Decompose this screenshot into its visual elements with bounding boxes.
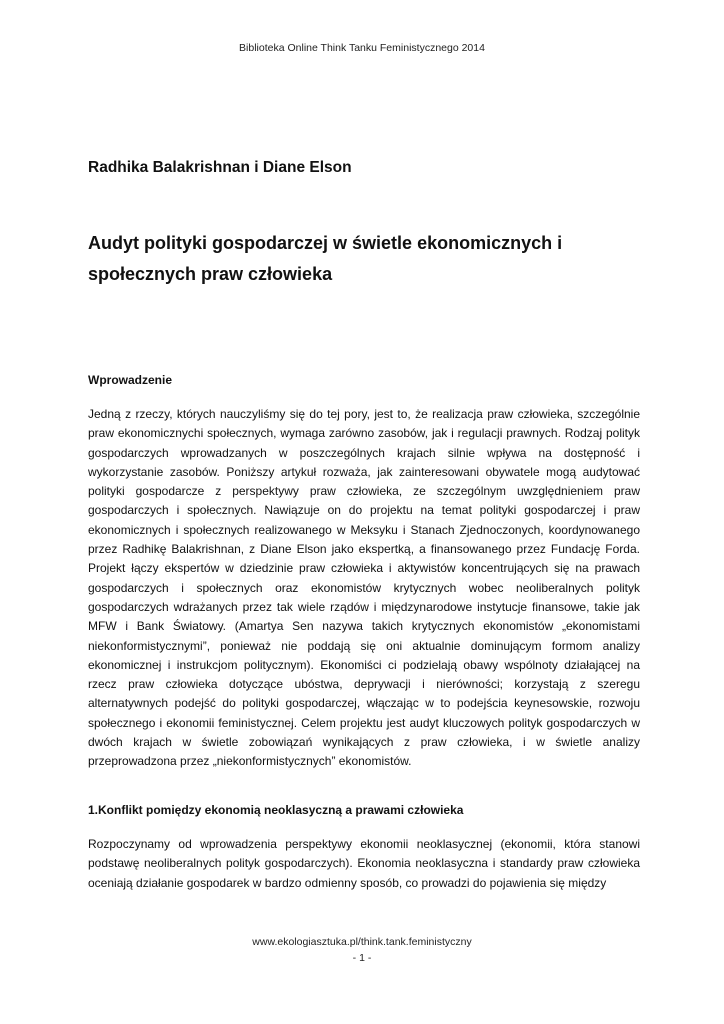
section-1-heading: 1.Konflikt pomiędzy ekonomią neoklasyczną a prawami człowieka bbox=[88, 803, 464, 817]
footer-url: www.ekologiasztuka.pl/think.tank.feministyczny bbox=[252, 936, 472, 948]
intro-heading: Wprowadzenie bbox=[88, 373, 173, 387]
section-1 bbox=[88, 803, 640, 893]
intro-paragraph: Jedną z rzeczy, których nauczyliśmy się do tej pory, jest to, że realizacja praw człowieka, szczególnie praw ekonomicznychi społecznych, wymaga zarówno zasobów, jak i regulacji prawnych. Rodzaj polityk gospodarczych wprowadzanych w poszczególnych krajach silnie wpływa na dostępność i wykorzystanie zasobów. Poniższy artykuł rozważa, jak zainteresowani obywatele mogą audytować polityki gospodarcze z perspektywy praw człowieka, ze szczególnym uwzględnieniem praw gospodarczych i społecznych. Nawiązuje on do projektu na temat polityki gospodarczej i praw ekonomicznych i społecznych realizowanego w Meksyku i Stanach Zjednoczonych, koordynowanego przez Radhikę Balakrishnan, z Diane Elson jako ekspertką, a finansowanego przez Fundację Forda. Projekt łączy ekspertów w dziedzinie praw człowieka i aktywistów koncentrujących się na prawach gospodarczych i społecznych oraz ekonomistów krytycznych wobec neoliberalnych polityk gospodarczych wdrażanych przez tak wiele rządów i międzynarodowe instytucje finansowe, takie jak MFW i Bank Światowy. (Amartya Sen nazywa takich krytycznych ekonomistów „ekonomistami niekonformistycznymi”, ponieważ nie poddają się oni aktualnie dominującym formom analizy ekonomicznej i instrukcjom politycznym). Ekonomiści ci podzielają obawy wspólnoty działającej na rzecz praw człowieka dotyczące ubóstwa, deprywacji i nierówności; korzystają z szeregu alternatywnych podejść do polityki gospodarczej, włączając w to podejścia keynesowskie, rozwoju społecznego i ekonomii feministycznej. Celem projektu jest audyt kluczowych polityk gospodarczych w dwóch krajach w świetle zobowiązań wynikających z praw człowieka, i w świetle analizy przeprowadzona przez „niekonformistycznych” ekonomistów. bbox=[88, 407, 640, 769]
authors: Radhika Balakrishnan i Diane Elson bbox=[88, 159, 352, 176]
intro-section bbox=[88, 373, 640, 772]
document-title: Audyt polityki gospodarczej w świetle ekonomicznych i społecznych praw człowieka bbox=[88, 233, 563, 284]
running-header: Biblioteka Online Think Tanku Feministycznego 2014 bbox=[239, 42, 485, 54]
section-1-paragraph: Rozpoczynamy od wprowadzenia perspektywy ekonomii neoklasycznej (ekonomii, która stanowi podstawę neoliberalnych polityk gospodarczych). Ekonomia neoklasyczna i standardy praw człowieka oceniają działanie gospodarek w bardzo odmienny sposób, co prowadzi do pojawienia się między bbox=[88, 837, 640, 890]
page-number: - 1 - bbox=[352, 952, 372, 964]
